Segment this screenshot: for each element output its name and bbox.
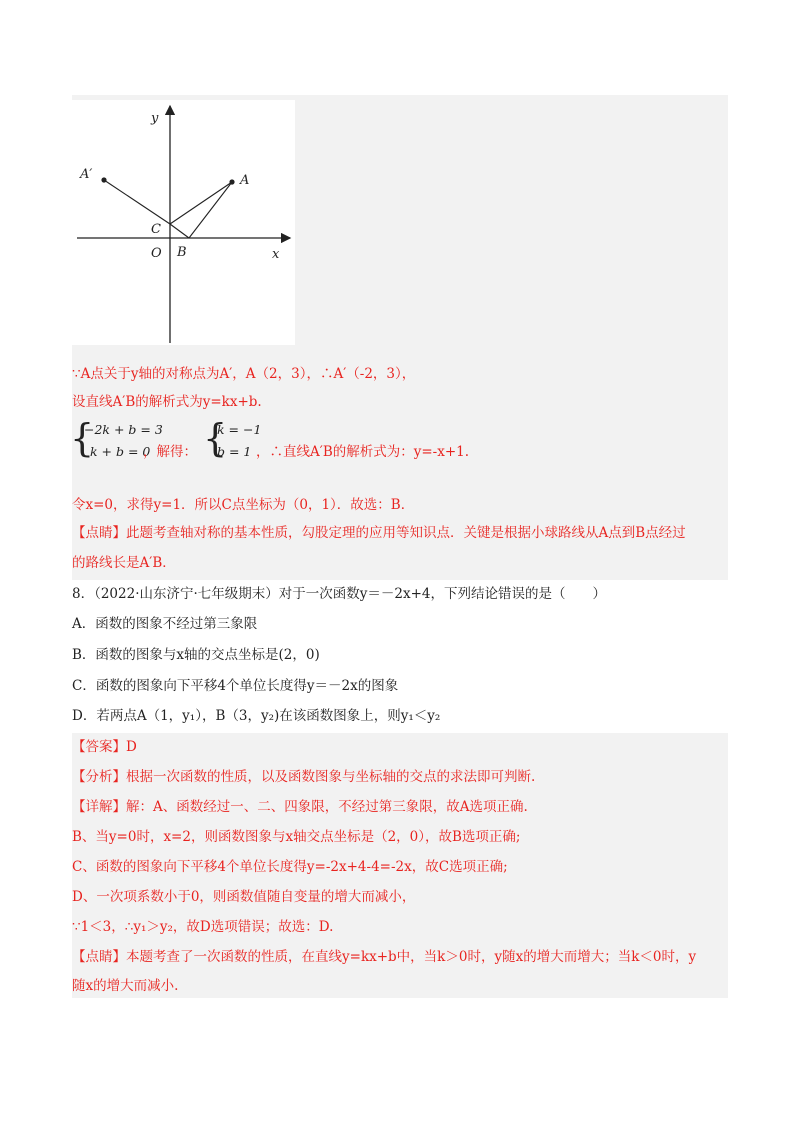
point-a-label: A <box>240 173 250 188</box>
coordinate-svg <box>72 100 295 345</box>
answer-8-value: D <box>126 739 137 755</box>
answer-8-tag: 【答案】 <box>72 739 126 755</box>
dianjing-8-tag: 【点睛】 <box>72 949 126 965</box>
dianjing-7-tag: 【点睛】 <box>72 525 126 541</box>
system-2-brace: { <box>203 416 228 460</box>
dianjing-8-line-2: 随x的增大而减小. <box>72 978 179 994</box>
analysis-8-text: 根据一次函数的性质，以及函数图象与坐标轴的交点的求法即可判断. <box>126 769 536 785</box>
y-axis-label: y <box>151 111 159 126</box>
dianjing-8 <box>72 947 696 967</box>
system-1-brace: { <box>70 416 95 460</box>
point-b-label: B <box>177 245 187 260</box>
detail-8-line-2: B、当y=0时，x=2，则函数图象与x轴交点坐标是（2，0），故B选项正确; <box>72 829 521 845</box>
answer-8 <box>72 737 137 757</box>
point-a <box>229 179 234 184</box>
solution-line-1: ∵A点关于y轴的对称点为A′，A（2，3），∴A′（-2，3）， <box>72 366 416 382</box>
solution-line-2: 设直线A′B的解析式为y=kx+b. <box>72 394 262 410</box>
detail-8-line-5: ∵1＜3，∴y₁＞y₂，故D选项错误；故选：D. <box>72 919 334 935</box>
segment-b-a <box>189 182 232 238</box>
point-a-prime-label: A′ <box>80 167 93 182</box>
question-8-option-a: A．函数的图象不经过第三象限 <box>72 616 258 632</box>
question-8-stem: 8．（2022·山东济宁·七年级期末）对于一次函数y＝－2x+4，下列结论错误的是（ ） <box>72 586 607 602</box>
dianjing-8-text: 本题考查了一次函数的性质，在直线y=kx+b中，当k＞0时，y随x的增大而增大；当k＜0时，y <box>126 949 697 965</box>
solve-text: ，解得： <box>143 444 197 460</box>
system-2-eq2: b = 1 <box>217 444 252 459</box>
origin-label: O <box>151 246 162 261</box>
segment-a-prime-c <box>104 180 170 224</box>
question-8-option-b: B．函数的图象与x轴的交点坐标是(2，0) <box>72 647 320 663</box>
point-c-label: C <box>151 222 161 237</box>
solution-line-4: 令x=0，求得y=1．所以C点坐标为（0，1）．故选：B． <box>72 497 415 513</box>
x-axis-label: x <box>272 247 280 262</box>
system-1-eq1: −2k + b = 3 <box>84 422 163 437</box>
detail-8-text-1: 解：A、函数经过一、二、四象限，不经过第三象限，故A选项正确. <box>126 799 528 815</box>
question-8-option-c: C．函数的图象向下平移4个单位长度得y＝－2x的图象 <box>72 678 399 694</box>
detail-8-line-4: D、一次项系数小于0，则函数值随自变量的增大而减小， <box>72 889 416 905</box>
point-a-prime <box>101 177 106 182</box>
detail-8-line-1 <box>72 797 528 817</box>
system-1-eq2: k + b = 0 <box>90 444 151 459</box>
segment-c-b <box>170 224 189 238</box>
result-text: ，∴直线A′B的解析式为：y=-x+1. <box>256 444 470 460</box>
dianjing-7-text-2: 的路线长是A′B． <box>72 555 176 571</box>
detail-8-line-3: C、函数的图象向下平移4个单位长度得y=-2x+4-4=-2x，故C选项正确; <box>72 859 508 875</box>
analysis-8-tag: 【分析】 <box>72 769 126 785</box>
analysis-8 <box>72 767 535 787</box>
segment-c-a <box>170 182 232 224</box>
dianjing-7 <box>72 523 686 543</box>
dianjing-7-text: 此题考查轴对称的基本性质，勾股定理的应用等知识点．关键是根据小球路线从A点到B点经过 <box>126 525 686 541</box>
system-2-eq1: k = −1 <box>217 422 262 437</box>
detail-8-tag: 【详解】 <box>72 799 126 815</box>
question-8-option-d: D．若两点A（1，y₁），B（3，y₂)在该函数图象上，则y₁＜y₂ <box>72 708 441 724</box>
coordinate-figure <box>72 100 295 345</box>
